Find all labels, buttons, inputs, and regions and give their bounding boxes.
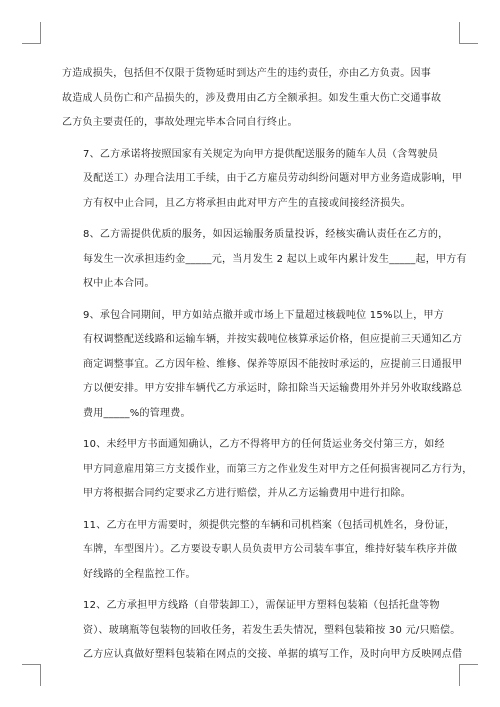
paragraph-clause-9 [62,304,463,427]
crop-mark-top-right-vertical [459,22,460,44]
text-line: 方造成损失，包括但不仅限于货物延时到达产生的违约责任，亦由乙方负责。因事 [62,68,431,79]
paragraph-clause-12 [62,594,463,668]
text-line: 方以便安排。甲方安排车辆代乙方承运时，除扣除当天运输费用外并另外收取线路总 [83,383,463,394]
crop-mark-bottom-left-vertical [40,664,41,686]
text-line: 甲方同意雇用第三方支援作业，而第三方之作业发生对甲方之任何损害视同乙方行为， [83,463,473,475]
text-line: 10、未经甲方书面通知确认，乙方不得将甲方的任何货运业务交付第三方，如经 [83,439,445,450]
text-line: 每发生一次承担违约金_____元，当月发生 2 起以上或年内累计发生_____起，甲方有 [83,253,467,265]
text-line: 有权调整配送线路和运输车辆，并按实载吨位核算承运价格，但应提前三天通知乙方 [83,334,463,345]
text-line: 12、乙方承担甲方线路（自带装卸工），需保证甲方塑料包装箱（包括托盘等物 [83,600,440,611]
text-line: 费用_____%的管理费。 [83,407,191,419]
text-line: 资）、玻璃瓶等包装物的回收任务，若发生丢失情况，塑料包装箱按 30 元/只赔偿。 [83,624,461,636]
text-line: 权中止本合同。 [83,278,155,289]
crop-mark-top-right-horizontal [459,43,478,44]
text-line: 故造成人员伤亡和产品损失的，涉及费用由乙方全额承担。如发生重大伤亡交通事故 [62,92,442,104]
text-line: 方有权中止合同，且乙方将承担由此对甲方产生的直接或间接经济损失。 [83,197,411,209]
crop-mark-top-left-vertical [40,22,41,44]
text-line: 车牌，车型图片）。乙方要设专职人员负责甲方公司装车事宜，维持好装车秩序并做 [83,544,458,555]
paragraph-clause-8 [62,223,467,297]
paragraph-clause-10 [62,433,473,507]
text-line: 及配送工）办理合法用工手续，由于乙方雇员劳动纠纷问题对甲方业务造成影响，甲 [83,173,463,184]
text-line: 乙方应认真做好塑料包装箱在网点的交接、单据的填写工作，及时向甲方反映网点借 [83,649,463,660]
text-line: 8、乙方需提供优质的服务，如因运输服务质量投诉，经核实确认责任在乙方的， [83,229,449,240]
paragraph-clause-11 [62,514,458,588]
text-line: 11、乙方在甲方需要时，须提供完整的车辆和司机档案（包括司机姓名，身份证， [83,519,455,531]
crop-mark-bottom-left-horizontal [22,664,41,665]
paragraph-continuation [62,62,447,136]
text-line: 9、承包合同期间，甲方如站点撤并或市场上下量超过核载吨位 15%以上，甲方 [83,309,445,321]
crop-mark-top-left-horizontal [22,43,41,44]
document-body [62,62,473,668]
text-line: 商定调整事宜。乙方因年检、维修、保养等原因不能按时承运的，应提前三日通报甲 [83,358,463,370]
text-line: 好线路的全程监控工作。 [83,568,196,580]
text-line: 甲方将根据合同约定要求乙方进行赔偿，并从乙方运输费用中进行扣除。 [83,488,411,499]
text-line: 乙方负主要责任的，事故处理完毕本合同自行终止。 [62,117,298,128]
text-line: 7、乙方承诺将按照国家有关规定为向甲方提供配送服务的随车人员（含驾驶员 [83,148,439,160]
paragraph-clause-7 [62,143,463,217]
